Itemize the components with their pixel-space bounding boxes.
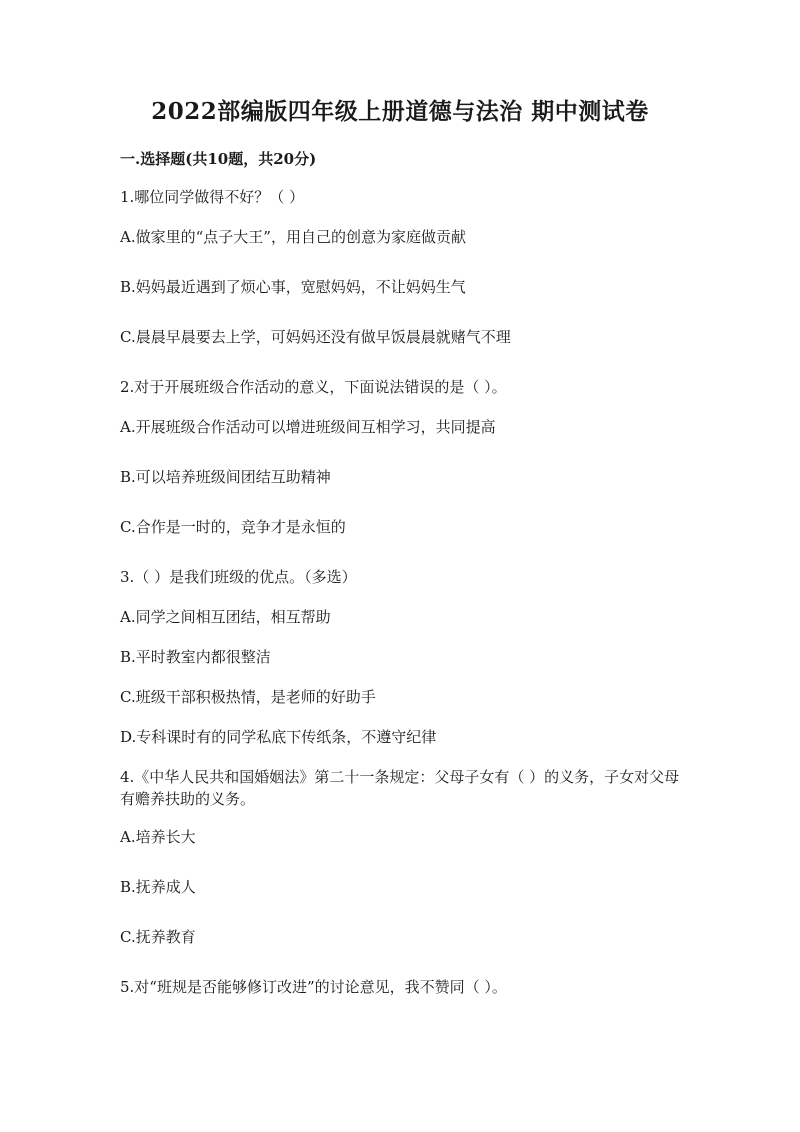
question-stem-3: 3.（ ）是我们班级的优点。（多选）: [120, 568, 357, 586]
question-stem-1: 1.哪位同学做得不好？（ ）: [120, 188, 305, 206]
question-2-option-c: C.合作是一时的，竞争才是永恒的: [120, 518, 346, 536]
question-stem-2: 2.对于开展班级合作活动的意义，下面说法错误的是（ ）。: [120, 378, 507, 396]
question-4-option-a: A.培养长大: [120, 828, 196, 846]
question-1-option-c: C.晨晨早晨要去上学，可妈妈还没有做早饭晨晨就赌气不理: [120, 328, 511, 346]
question-4-option-b: B.抚养成人: [120, 878, 196, 896]
question-3-option-a: A.同学之间相互团结，相互帮助: [120, 608, 331, 626]
question-3-option-d: D.专科课时有的同学私底下传纸条，不遵守纪律: [120, 728, 437, 746]
question-4-option-c: C.抚养教育: [120, 928, 196, 946]
question-3-option-c: C.班级干部积极热情，是老师的好助手: [120, 688, 376, 706]
question-3-option-b: B.平时教室内都很整洁: [120, 648, 271, 666]
question-1-option-a: A.做家里的“点子大王”，用自己的创意为家庭做贡献: [120, 228, 466, 246]
question-2-option-a: A.开展班级合作活动可以增进班级间互相学习，共同提高: [120, 418, 496, 436]
page-title: 2022部编版四年级上册道德与法治 期中测试卷: [151, 98, 649, 125]
question-2-option-b: B.可以培养班级间团结互助精神: [120, 468, 331, 486]
question-1-option-b: B.妈妈最近遇到了烦心事，宽慰妈妈，不让妈妈生气: [120, 278, 466, 296]
section-heading: 一.选择题(共10题，共20分): [120, 150, 317, 168]
question-stem-4: 4.《中华人民共和国婚姻法》第二十一条规定：父母子女有（ ）的义务，子女对父母有赡养扶助的义务。: [120, 768, 680, 808]
question-stem-5: 5.对“班规是否能够修订改进”的讨论意见，我不赞同（ ）。: [120, 978, 507, 996]
